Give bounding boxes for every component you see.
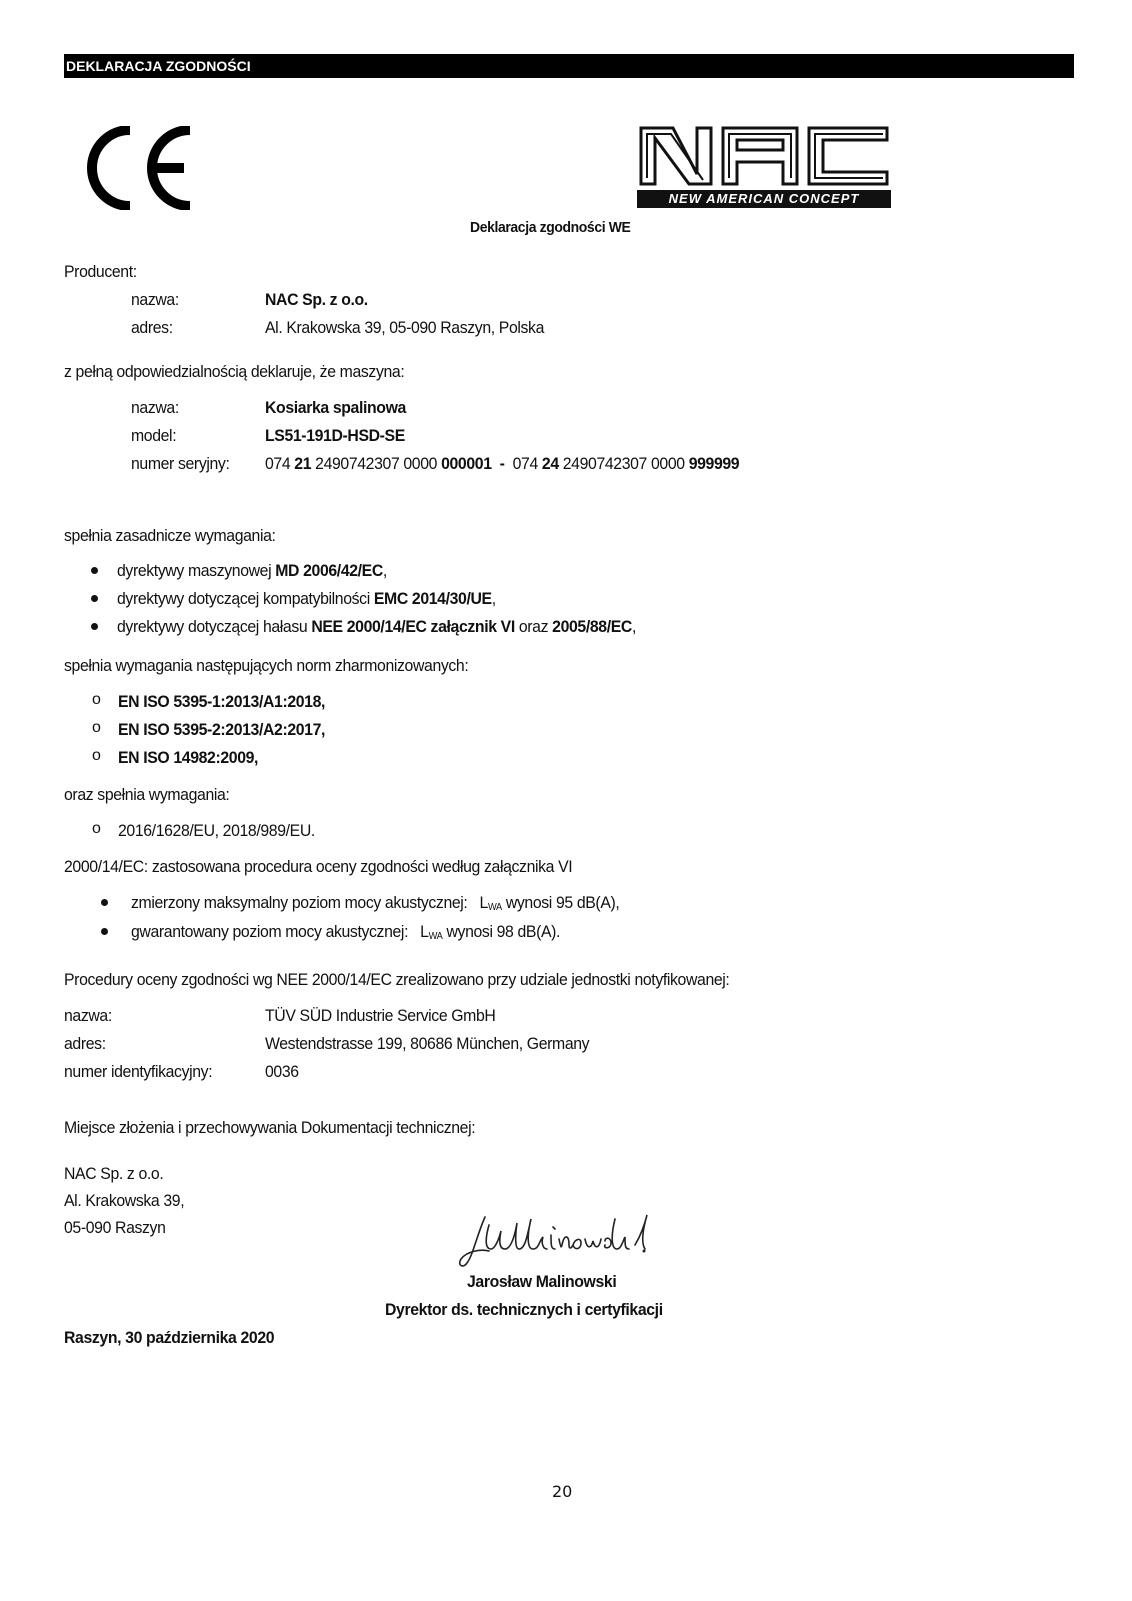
- machine-model-value: LS51-191D-HSD-SE: [265, 426, 405, 445]
- procedure-item: gwarantowany poziom mocy akustycznej: $L_{WA}$ wynosi 98 dB(A).: [131, 922, 561, 942]
- machine-serial-value: 074 21 2490742307 0000 000001 - 074 24 2490742307 0000 999999: [265, 454, 740, 473]
- machine-intro: z pełną odpowiedzialnością deklaruje, że maszyna:: [64, 362, 405, 381]
- page-header: DEKLARACJA ZGODNOŚCI: [64, 54, 1074, 78]
- bullet-circle: o: [92, 820, 101, 837]
- requirement-item: dyrektywy dotyczącej kompatybilności EMC 2014/30/UE,: [117, 589, 496, 608]
- nac-tagline: NEW AMERICAN CONCEPT: [668, 191, 860, 206]
- requirement-item: dyrektywy dotyczącej hałasu NEE 2000/14/EC załącznik VI oraz 2005/88/EC,: [117, 617, 636, 636]
- nac-logo: [637, 124, 891, 209]
- page-number: 20: [552, 1482, 573, 1501]
- machine-serial-label: numer seryjny:: [131, 454, 230, 473]
- notified-id-value: 0036: [265, 1062, 299, 1081]
- producer-address-label: adres:: [131, 318, 173, 337]
- notified-name-value: TÜV SÜD Industrie Service GmbH: [265, 1006, 496, 1025]
- bullet-dot: [101, 928, 108, 935]
- bullet-circle: o: [92, 691, 101, 708]
- producer-name-label: nazwa:: [131, 290, 179, 309]
- signatory-name: Jarosław Malinowski: [467, 1272, 617, 1291]
- documentation-heading: Miejsce złożenia i przechowywania Dokumentacji technicznej:: [64, 1118, 476, 1137]
- norms-heading: spełnia wymagania następujących norm zharmonizowanych:: [64, 656, 469, 675]
- requirement-item: dyrektywy maszynowej MD 2006/42/EC,: [117, 561, 387, 580]
- bullet-circle: o: [92, 747, 101, 764]
- machine-name-value: Kosiarka spalinowa: [265, 398, 406, 417]
- procedure-item: zmierzony maksymalny poziom mocy akustycznej: $L_{WA}$ wynosi 95 dB(A),: [131, 893, 620, 913]
- notified-address-label: adres:: [64, 1034, 106, 1053]
- bullet-dot: [101, 899, 108, 906]
- notified-id-label: numer identyfikacyjny:: [64, 1062, 213, 1081]
- notified-body-heading: Procedury oceny zgodności wg NEE 2000/14/EC zrealizowano przy udziale jednostki notyfikowanej:: [64, 970, 730, 989]
- bullet-dot: [91, 595, 98, 602]
- document-title: Deklaracja zgodności WE: [470, 219, 631, 236]
- norm-item: EN ISO 5395-1:2013/A1:2018,: [118, 692, 326, 711]
- bullet-dot: [91, 623, 98, 630]
- procedure-heading: 2000/14/EC: zastosowana procedura oceny zgodności według załącznika VI: [64, 857, 573, 876]
- documentation-line: 05-090 Raszyn: [64, 1218, 166, 1237]
- bullet-circle: o: [92, 719, 101, 736]
- notified-name-label: nazwa:: [64, 1006, 112, 1025]
- producer-address-value: Al. Krakowska 39, 05-090 Raszyn, Polska: [265, 318, 544, 337]
- place-date: Raszyn, 30 października 2020: [64, 1328, 275, 1347]
- bullet-dot: [91, 567, 98, 574]
- other-heading: oraz spełnia wymagania:: [64, 785, 230, 804]
- norm-item: EN ISO 14982:2009,: [118, 748, 259, 767]
- notified-address-value: Westendstrasse 199, 80686 München, Germany: [265, 1034, 590, 1053]
- producer-name-value: NAC Sp. z o.o.: [265, 290, 368, 309]
- producer-heading: Producent:: [64, 262, 137, 281]
- signatory-title: Dyrektor ds. technicznych i certyfikacji: [385, 1300, 663, 1319]
- norm-item: EN ISO 5395-2:2013/A2:2017,: [118, 720, 326, 739]
- other-item: 2016/1628/EU, 2018/989/EU.: [118, 821, 315, 840]
- documentation-line: NAC Sp. z o.o.: [64, 1164, 164, 1183]
- machine-model-label: model:: [131, 426, 177, 445]
- documentation-line: Al. Krakowska 39,: [64, 1191, 185, 1210]
- ce-mark-logo: [86, 126, 196, 210]
- requirements-heading: spełnia zasadnicze wymagania:: [64, 526, 276, 545]
- handwritten-signature: [455, 1205, 655, 1275]
- machine-name-label: nazwa:: [131, 398, 179, 417]
